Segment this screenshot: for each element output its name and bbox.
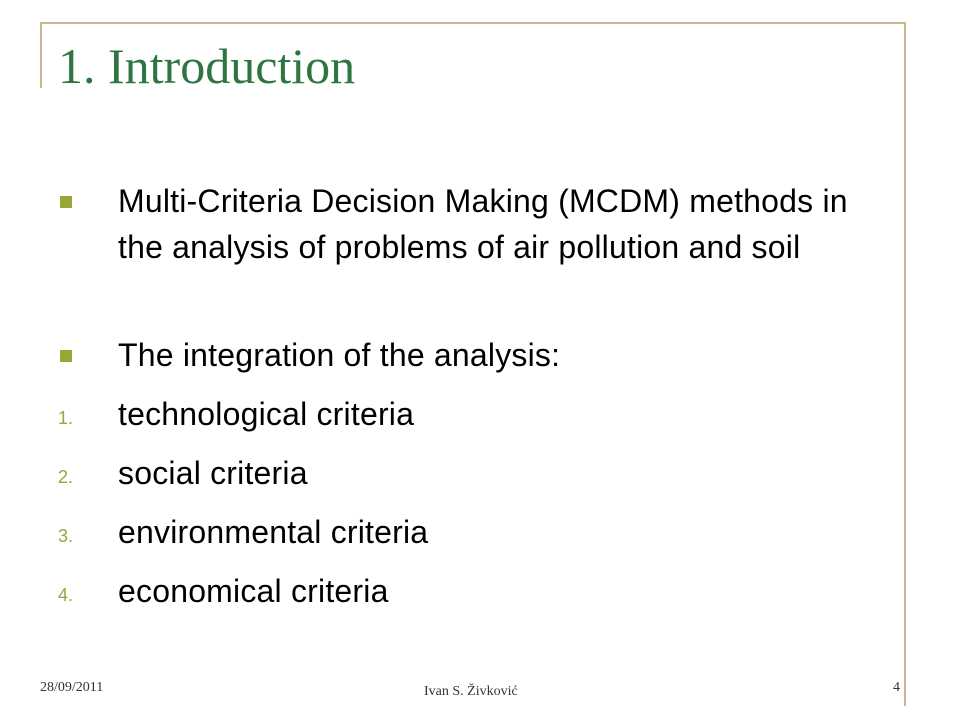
frame-top-line bbox=[40, 22, 906, 24]
bullet-item: The integration of the analysis: bbox=[118, 337, 561, 373]
bullet-item: Multi-Criteria Decision Making (MCDM) methods in the analysis of problems of air pollution and soil bbox=[118, 183, 848, 265]
frame-right-line bbox=[904, 22, 906, 706]
list-item: social criteria bbox=[118, 455, 308, 491]
frame-left-line bbox=[40, 22, 42, 88]
list-number: 4. bbox=[58, 585, 74, 605]
list-number: 2. bbox=[58, 467, 74, 487]
list-item: technological criteria bbox=[118, 396, 415, 432]
footer-author: Ivan S. Živković bbox=[424, 684, 518, 699]
slide-title: 1. Introduction bbox=[58, 38, 356, 94]
list-item: environmental criteria bbox=[118, 514, 429, 550]
footer-date: 28/09/2011 bbox=[40, 680, 104, 695]
list-item: economical criteria bbox=[118, 573, 389, 609]
bullet-square-icon bbox=[60, 196, 72, 208]
list-number: 1. bbox=[58, 408, 74, 428]
list-number: 3. bbox=[58, 526, 74, 546]
bullet-square-icon bbox=[60, 350, 72, 362]
footer-page-number: 4 bbox=[893, 680, 900, 695]
